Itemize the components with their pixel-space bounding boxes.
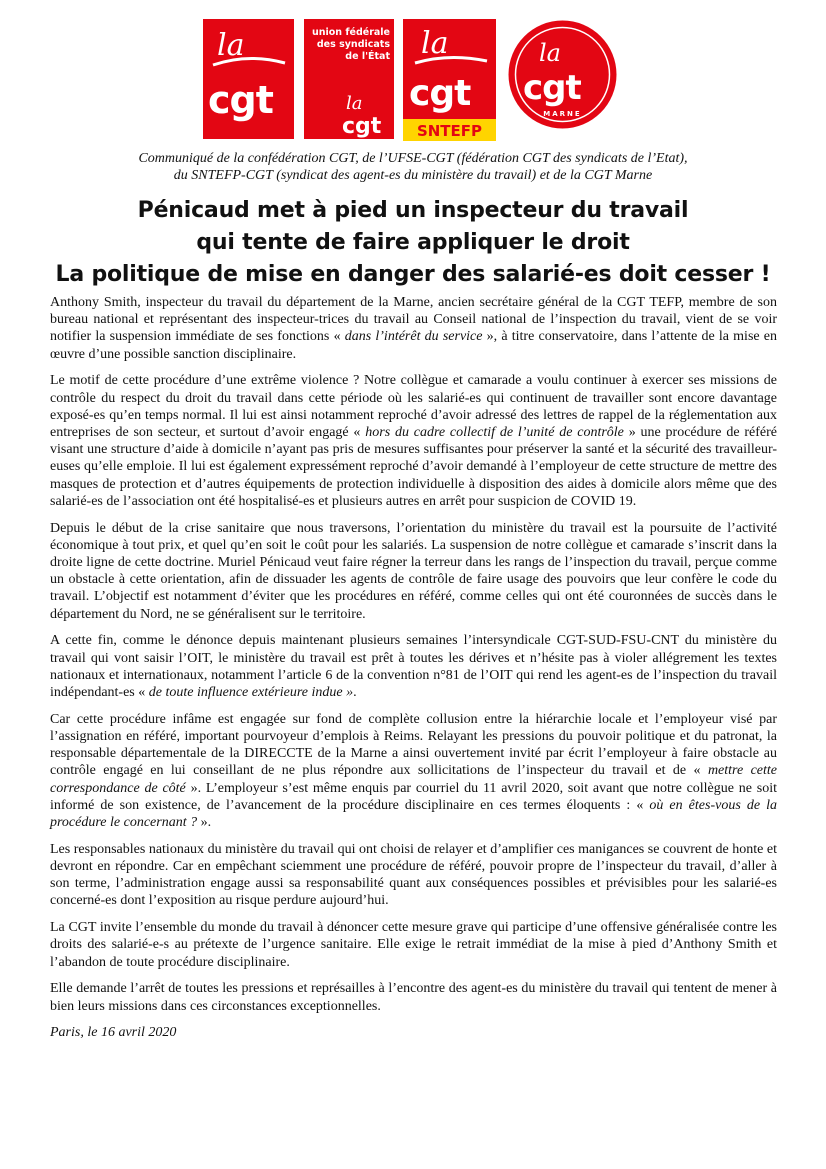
communique-line-1: Communiqué de la confédération CGT, de l’UFSE-CGT (fédération CGT des syndicats de l’Etat), (138, 151, 688, 166)
marne-logo-cgt: cgt (523, 68, 581, 108)
signature-date: Paris, le 16 avril 2020 (50, 1025, 177, 1041)
cgt-marne-logo (507, 19, 618, 130)
body-text (50, 294, 777, 1051)
p1-quote: dans l’intérêt du service (344, 329, 483, 345)
communique-line-2: du SNTEFP-CGT (syndicat des agent-es du ministère du travail) et de la CGT Marne (173, 168, 653, 183)
p1-text-c: », à titre conservatoire, dans l’attente de la mise en œuvre d’une possible sanction disciplinaire. (50, 329, 778, 362)
p1-text-a: Anthony Smith, inspecteur du travail du département de la Marne, ancien secrétaire général de la CGT TEFP, membre de son bureau national et représentant des inspecteur-trices du travail au Conseil national de l’inspection du travail, vient de se voir notifier la suspension immédiate de ses fonctions « (50, 295, 777, 345)
logos-row (203, 19, 623, 141)
sntefp-logo-la: la (421, 26, 449, 61)
sntefp-logo (403, 19, 496, 141)
paragraph-3: Depuis le début de la crise sanitaire que nous traversons, l’orientation du ministère du travail est la poursuite de l’activité économique à tout prix, et quel qu’en soit le coût pour les salariés. La suspension de notre collègue et camarade s’inscrit dans la droite ligne de cette doctrine. Muriel Pénicaud veut faire régner la terreur dans les rangs de l’inspection du travail, perçue comme un obstacle à cette orientation, afin de dissuader les agents de contrôle de faire usage des pouvoirs que leur confère le code du travail. L’objectif est notamment d’éviter que les procédures en référé, comme celles qui ont été couronnées de succès dans le département du Nord, ne se généralisent sur le territoire. (50, 520, 777, 622)
title-line-1: Pénicaud met à pied un inspecteur du travail (137, 198, 689, 223)
ufse-line2: des syndicats (316, 39, 390, 50)
p4-text-c: . (353, 685, 357, 701)
marne-logo-la: la (539, 39, 561, 67)
ufse-logo-cgt: cgt (342, 114, 382, 139)
paragraph-8: Elle demande l’arrêt de toutes les pressions et représailles à l’encontre des agent-es du ministère du travail qui tentent de mener à bien leurs missions dans ces circonstances exceptionnelles. (50, 981, 777, 1014)
p5-quote-1: mettre cette correspondance de côté (50, 763, 778, 796)
p5-text-a: Car cette procédure infâme est engagée sur fond de complète collusion entre la hiérarchie locale et l’employeur visé par l’assignation en référé, important pourvoyeur d’emplois à Reims. Relayant les pressions du pouvoir politique et du patronat, la responsable départementale de la DIRECCTE de la Marne a ainsi ouvertement invité par écrit l’employeur à faire obstacle au contrôle engagé en lui conseillant de ne plus répondre aux sollicitations de l’inspecteur du travail et de « (50, 711, 777, 779)
ufse-line1: union fédérale (312, 27, 390, 38)
cgt-logo (203, 19, 294, 139)
title-line-3: La politique de mise en danger des salarié-es doit cesser ! (55, 262, 771, 287)
cgt-logo-la: la (217, 28, 245, 63)
paragraph-5 (50, 711, 777, 831)
p4-quote: de toute influence extérieure indue » (148, 685, 354, 701)
sntefp-label: SNTEFP (416, 122, 483, 140)
p5-text-e: ». (197, 815, 212, 831)
p5-quote-2: où en êtes-vous de la procédure le concernant ? (50, 797, 777, 831)
ufse-logo (304, 19, 394, 139)
ufse-line3: de l'État (345, 51, 390, 62)
marne-label: MARNE (543, 110, 582, 118)
sntefp-logo-cgt: cgt (409, 73, 471, 114)
p2-text-a: Le motif de cette procédure d’une extrême violence ? Notre collègue et camarade a voulu continuer à exercer ses missions de contrôle du respect du droit du travail dans cette période où les salarié-es qui continuent de travailler sont encore davantage exposé-es qu’en temps normal. Il lui est ainsi notamment reproché d’avoir adressé des lettres de rappel de la réglementation aux entreprises de son secteur, et surtout d’avoir engagé « (50, 373, 777, 441)
cgt-logo-cgt: cgt (208, 78, 273, 122)
p2-text-c: » une procédure de référé visant une structure d’aide à domicile n’ayant pas pris de mesures suffisantes pour préserver la santé et la sécurité des travailleur-euses qu’elle emploie. Il lui est également expressément reproché d’avoir demandé à l’employeur de cette structure de mettre des masques de protection et d’autres équipements de protection individuelle à disposition des aides à domicile alors même que des salarié-es de l’association ont été hospitalisé-es et plusieurs autres en arrêt pour suspicion de COVID 19. (50, 425, 777, 509)
p4-text-a: A cette fin, comme le dénonce depuis maintenant plusieurs semaines l’intersyndicale CGT-SUD-FSU-CNT du ministère du travail qui vont saisir l’OIT, le ministère du travail est prêt à toutes les dérives et n’hésite pas à violer allégrement les textes nationaux et internationaux, notamment l’article 6 de la convention n°81 de l’OIT qui rend les agent-es de l’inspection du travail indépendant-es « (50, 633, 777, 701)
p2-quote: hors du cadre collectif de l’unité de contrôle (365, 425, 624, 441)
p5-text-c: ». L’employeur s’est même enquis par courriel du 11 avril 2020, soit avant que notre collègue ne soit informé de son existence, de l’avancement de la procédure disciplinaire en ces termes éloquents : « (50, 780, 777, 813)
communique-header (40, 150, 786, 184)
title-line-2: qui tente de faire appliquer le droit (196, 230, 630, 255)
paragraph-4 (50, 632, 777, 701)
paragraph-6: Les responsables nationaux du ministère du travail qui ont choisi de relayer et d’amplifier ces manigances se couvrent de honte et devront en répondre. Car en empêchant sciemment une procédure de référé, pouvoir propre de l’inspecteur du travail, d’aller à son terme, l’administration engage aussi sa responsabilité quant aux conséquences possibles et prévisibles pour les salarié-es concerné-es dont l’exposition au risque perdure aujourd’hui. (50, 841, 777, 909)
paragraph-2 (50, 372, 777, 510)
paragraph-7: La CGT invite l’ensemble du monde du travail à dénoncer cette mesure grave qui participe d’une offensive généralisée contre les droits des salarié-e-s au prétexte de l’urgence sanitaire. Elle exige le retrait immédiat de la mise à pied d’Anthony Smith et l’abandon de toute procédure disciplinaire. (50, 920, 777, 970)
paragraph-1 (50, 294, 777, 363)
page-title (20, 195, 806, 291)
ufse-logo-la: la (346, 93, 363, 114)
